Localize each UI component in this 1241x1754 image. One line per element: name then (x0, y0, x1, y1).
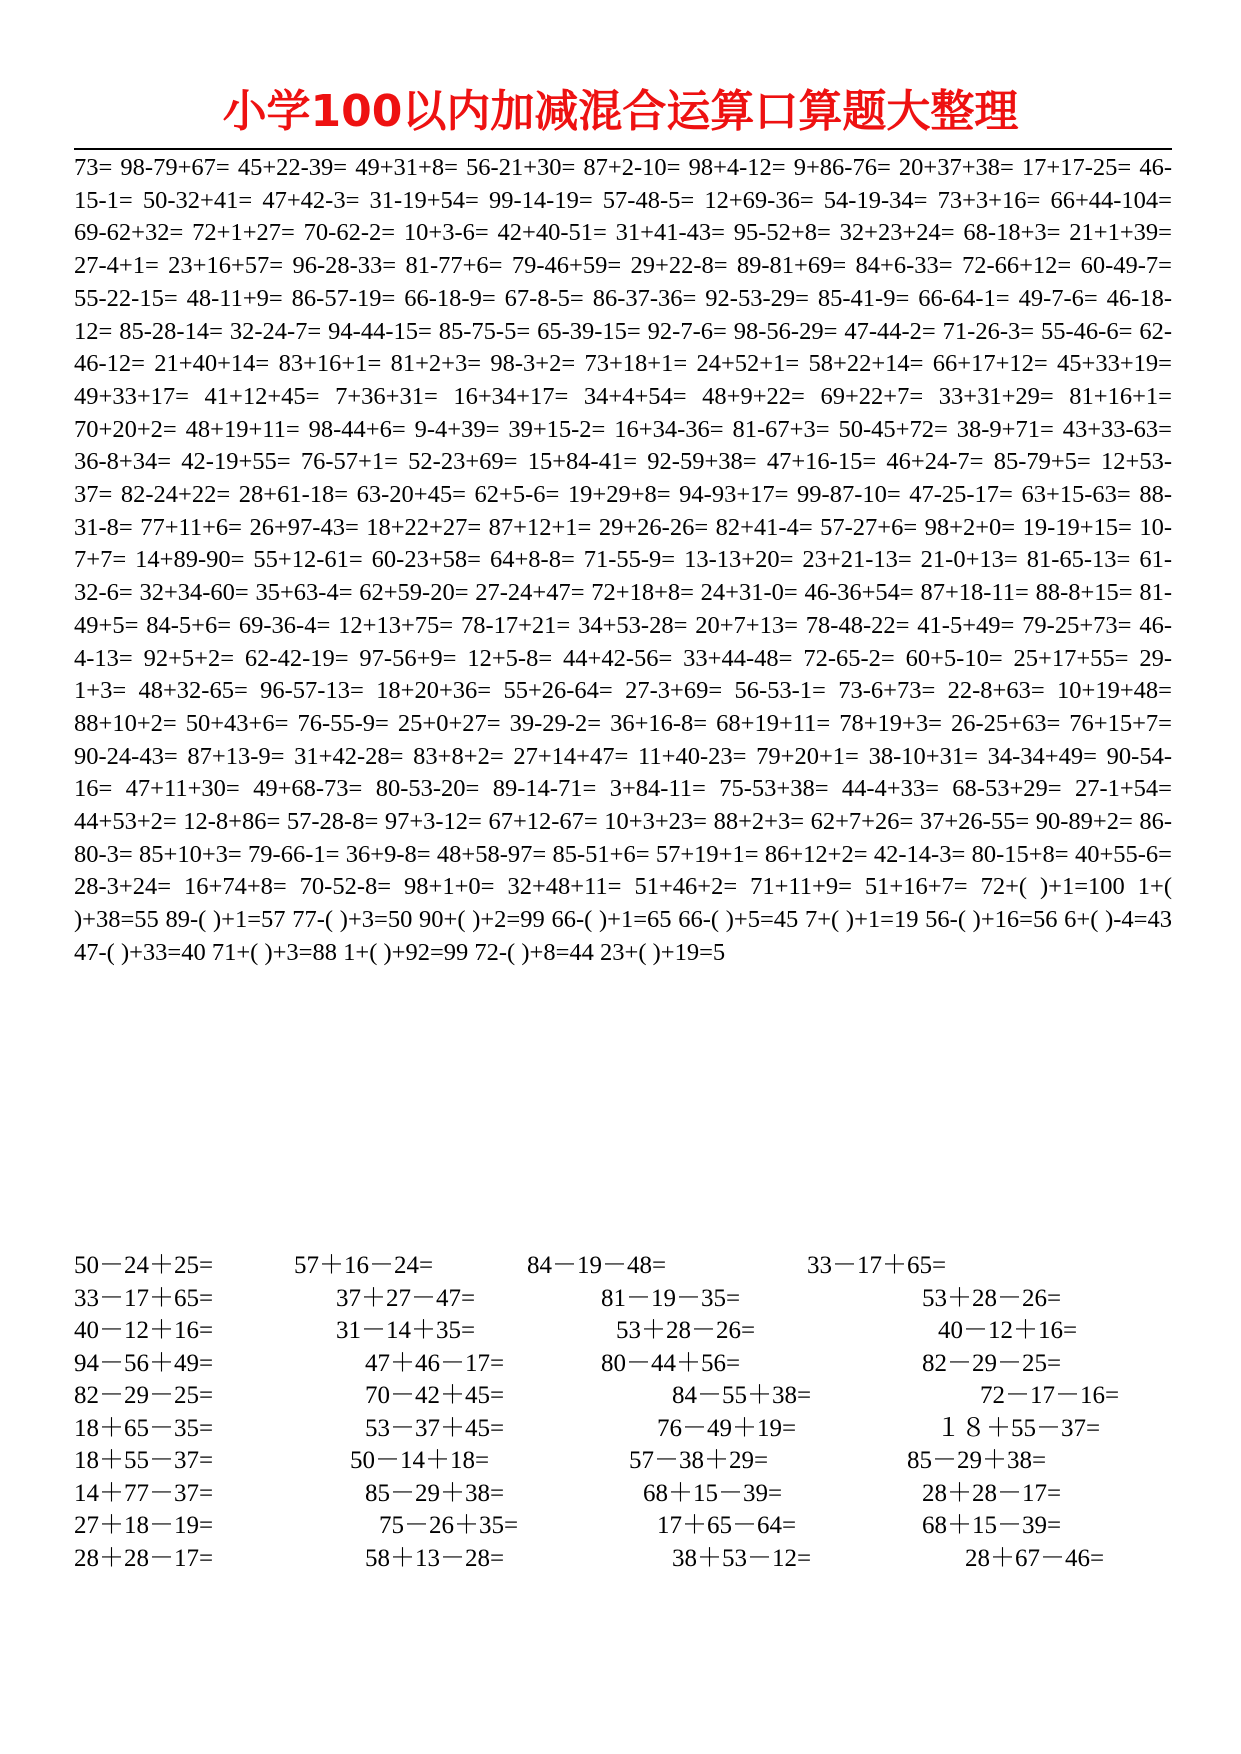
problem-item: 28＋28－17= (74, 1544, 214, 1572)
problem-row (74, 1445, 1172, 1478)
problem-item: 94－56＋49= (74, 1349, 214, 1377)
problem-row (74, 1510, 1172, 1543)
problem-item: 82－29－25= (74, 1382, 214, 1409)
problem-row (74, 1250, 1172, 1283)
problem-item: 17＋65－64= (657, 1512, 797, 1539)
problem-item: 57－38＋29= (629, 1447, 769, 1474)
problem-item: 18＋55－37= (74, 1447, 214, 1474)
title-divider (74, 148, 1172, 150)
problem-item: 53－37＋45= (365, 1414, 505, 1442)
problem-item: 57＋16－24= (294, 1252, 434, 1279)
problem-item: 84－19－48= (527, 1252, 667, 1279)
problem-item: 85－29＋38= (365, 1479, 505, 1507)
problem-item: 53＋28－26= (922, 1284, 1062, 1312)
problem-item: 68＋15－39= (922, 1512, 1062, 1539)
problem-row (74, 1348, 1172, 1381)
problem-item: 84－55＋38= (672, 1382, 812, 1409)
problem-row (74, 1478, 1172, 1511)
problem-item: 76－49＋19= (657, 1414, 797, 1442)
problem-item: 68＋15－39= (643, 1479, 783, 1507)
problem-item: 70－42＋45= (365, 1382, 505, 1409)
problem-item: 50－14＋18= (350, 1447, 490, 1474)
problem-item: 14＋77－37= (74, 1479, 214, 1507)
problem-item: 27＋18－19= (74, 1512, 214, 1539)
problem-row (74, 1315, 1172, 1348)
problem-row (74, 1543, 1172, 1576)
problem-item: 31－14＋35= (336, 1317, 476, 1344)
problem-row (74, 1283, 1172, 1316)
problem-item: 50－24＋25= (74, 1252, 214, 1279)
problem-item: 37＋27－47= (336, 1284, 476, 1312)
problem-item: 75－26＋35= (379, 1512, 519, 1539)
problem-row (74, 1380, 1172, 1413)
problem-item: 72－17－16= (980, 1382, 1120, 1409)
problem-item: 40－12＋16= (74, 1317, 214, 1344)
problem-item: 28＋28－17= (922, 1479, 1062, 1507)
problem-block-1: 73= 98-79+67= 45+22-39= 49+31+8= 56-21+30= 87+2-10= 98+4-12= 9+86-76= 20+37+38= 17+17-25= 46-15-1= 50-32+41= 47+42-3= 31-19+54= 99-14-19= 57-48-5= 12+69-36= 54-19-34= 73+3+16= 66+44-104= 69-62+32= 72+1+27= 70-62-2= 10+3-6= 42+40-51= 31+41-43= 95-52+8= 32+23+24= 68-18+3= 21+1+39= 27-4+1= 23+16+57= 96-28-33= 81-77+6= 79-46+59= 29+22-8= 89-81+69= 84+6-33= 72-66+12= 60-49-7= 55-22-15= 48-11+9= 86-57-19= 66-18-9= 67-8-5= 86-37-36= 92-53-29= 85-41-9= 66-64-1= 49-7-6= 46-18-12= 85-28-14= 32-24-7= 94-44-15= 85-75-5= 65-39-15= 92-7-6= 98-56-29= 47-44-2= 71-26-3= 55-46-6= 62-46-12= 21+40+14= 83+16+1= 81+2+3= 98-3+2= 73+18+1= 24+52+1= 58+22+14= 66+17+12= 45+33+19= 49+33+17= 41+12+45= 7+36+31= 16+34+17= 34+4+54= 48+9+22= 69+22+7= 33+31+29= 81+16+1= 70+20+2= 48+19+11= 98-44+6= 9-4+39= 39+15-2= 16+34-36= 81-67+3= 50-45+72= 38-9+71= 43+33-63= 36-8+34= 42-19+55= 76-57+1= 52-23+69= 15+84-41= 92-59+38= 47+16-15= 46+24-7= 85-79+5= 12+53-37= 82-24+22= 28+61-18= 63-20+45= 62+5-6= 19+29+8= 94-93+17= 99-87-10= 47-25-17= 63+15-63= 88-31-8= 77+11+6= 26+97-43= 18+22+27= 87+12+1= 29+26-26= 82+41-4= 57-27+6= 98+2+0= 19-19+15= 10-7+7= 14+89-90= 55+12-61= 60-23+58= 64+8-8= 71-55-9= 13-13+20= 23+21-13= 21-0+13= 81-65-13= 61-32-6= 32+34-60= 35+63-4= 62+59-20= 27-24+47= 72+18+8= 24+31-0= 46-36+54= 87+18-11= 88-8+15= 81-49+5= 84-5+6= 69-36-4= 12+13+75= 78-17+21= 34+53-28= 20+7+13= 78-48-22= 41-5+49= 79-25+73= 46-4-13= 92+5+2= 62-42-19= 97-56+9= 12+5-8= 44+42-56= 33+44-48= 72-65-2= 60+5-10= 25+17+55= 29-1+3= 48+32-65= 96-57-13= 18+20+36= 55+26-64= 27-3+69= 56-53-1= 73-6+73= 22-8+63= 10+19+48= 88+10+2= 50+43+6= 76-55-9= 25+0+27= 39-29-2= 36+16-8= 68+19+11= 78+19+3= 26-25+63= 76+15+7= 90-24-43= 87+13-9= 31+42-28= 83+8+2= 27+14+47= 11+40-23= 79+20+1= 38-10+31= 34-34+49= 90-54-16= 47+11+30= 49+68-73= 80-53-20= 89-14-71= 3+84-11= 75-53+38= 44-4+33= 68-53+29= 27-1+54= 44+53+2= 12-8+86= 57-28-8= 97+3-12= 67+12-67= 10+3+23= 88+2+3= 62+7+26= 37+26-55= 90-89+2= 86-80-3= 85+10+3= 79-66-1= 36+9-8= 48+58-97= 85-51+6= 57+19+1= 86+12+2= 42-14-3= 80-15+8= 40+55-6= 28-3+24= 16+74+8= 70-52-8= 98+1+0= 32+48+11= 51+46+2= 71+11+9= 51+16+7= 72+( )+1=100 1+( )+38=55 89-( )+1=57 77-( )+3=50 90+( )+2=99 66-( )+1=65 66-( )+5=45 7+( )+1=19 56-( )+16=56 6+( )-4=43 47-( )+33=40 71+( )+3=88 1+( )+92=99 72-( )+8=44 23+( )+19=5 (74, 154, 1172, 966)
problem-item: 47＋46－17= (365, 1349, 505, 1377)
problem-item: 33－17＋65= (74, 1284, 214, 1312)
problem-item: 53＋28－26= (616, 1317, 756, 1344)
problem-item: 81－19－35= (601, 1284, 741, 1312)
page-title: 小学100以内加减混合运算口算题大整理 (222, 86, 1019, 137)
problem-item: 18＋65－35= (74, 1414, 214, 1442)
problem-item: 40－12＋16= (938, 1317, 1078, 1344)
problem-item: 85－29＋38= (907, 1447, 1047, 1474)
problem-item: 80－44＋56= (601, 1349, 741, 1377)
problem-item: 58＋13－28= (365, 1544, 505, 1572)
problem-block-2 (74, 1250, 1172, 1575)
problem-item: 33－17＋65= (807, 1252, 947, 1279)
problem-item: １８＋55－37= (936, 1414, 1101, 1442)
problem-row (74, 1413, 1172, 1446)
problem-item: 28＋67－46= (965, 1544, 1105, 1572)
problem-item: 38＋53－12= (672, 1544, 812, 1572)
problem-item: 82－29－25= (922, 1349, 1062, 1377)
